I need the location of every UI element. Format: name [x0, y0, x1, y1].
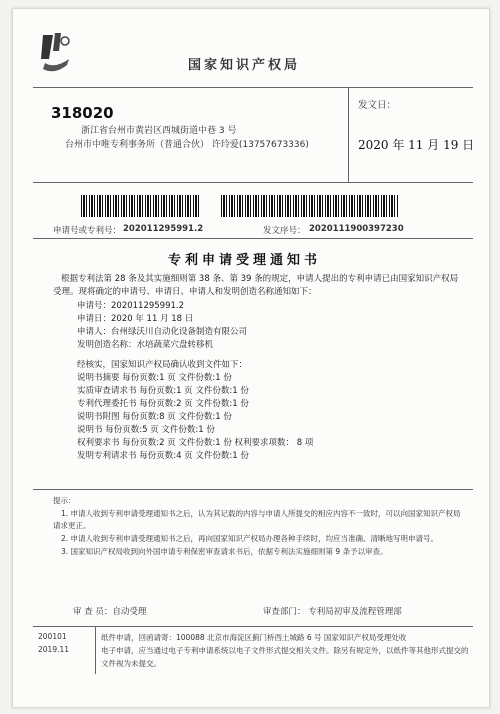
tips-label: 提示：	[53, 496, 76, 505]
intro-line-2: 受理。现将确定的申请号、申请日、申请人和发明创造名称通知如下：	[53, 287, 317, 297]
tip-item: 1. 申请人收到专利申请受理通知书之后，认为其记载的内容与申请人所提交的相应内容不一致时，可以向国家知识产权局	[61, 509, 461, 518]
header-bottom-rule	[33, 182, 473, 183]
issue-date-value: 2020 年 11 月 19 日	[358, 138, 475, 152]
notice-title: 专利申请受理通知书	[168, 253, 322, 268]
footer-rule	[33, 626, 473, 627]
notice-document	[12, 8, 490, 708]
footer-line: 电子申请，应当通过电子专利申请系统以电子文件形式提交相关文件。除另有规定外，以纸件等其他形式提交的	[101, 646, 469, 655]
examiner: 审 查 员：自动受理	[73, 607, 147, 617]
file-item: 发明专利请求书 每份页数:4 页 文件份数:1 份	[77, 451, 249, 461]
footer-divider	[95, 626, 96, 674]
office-name: 国家知识产权局	[188, 58, 301, 73]
application-date: 申请日：2020 年 11 月 18 日	[77, 314, 194, 324]
barcode-right	[221, 195, 399, 217]
recipient-code: 318020	[51, 104, 114, 122]
application-number-label: 申请号或专利号：	[53, 226, 122, 236]
tip-item: 3. 国家知识产权局收到向外国申请专利保密审查请求书后，依据专利法实施细则第 9 条予以审查。	[61, 547, 388, 556]
file-item: 说明书 每份页数:5 页 文件份数:1 份	[77, 425, 215, 435]
applicant: 申请人：台州绿沃川自动化设备制造有限公司	[77, 327, 248, 337]
file-item: 实质审查请求书 每份页数:1 页 文件份数:1 份	[77, 386, 249, 396]
intro-line-1: 根据专利法第 28 条及其实施细则第 38 条、第 39 条的规定，申请人提出的专利申请已由国家知识产权局	[61, 274, 459, 284]
serial-number-label: 发文序号：	[263, 226, 306, 236]
invention-name: 发明创造名称：水培蔬菜穴盘转移机	[77, 340, 214, 350]
footer-line: 纸件申请，回函请寄：100088 北京市海淀区蓟门桥西土城路 6 号 国家知识产权局受理处收	[101, 633, 407, 642]
file-item: 说明书附图 每份页数:8 页 文件份数:1 份	[77, 412, 232, 422]
cnipa-logo	[35, 29, 75, 77]
application-number: 申请号：202011295991.2	[77, 301, 185, 311]
issue-date-label: 发文日：	[358, 100, 397, 111]
header-top-rule	[33, 87, 473, 88]
file-item: 权利要求书 每份页数:2 页 文件份数:1 份 权利要求项数： 8 项	[77, 438, 314, 448]
barcode-left	[81, 195, 199, 217]
header-divider	[348, 87, 349, 182]
ids-rule	[33, 238, 473, 239]
address-line-2: 台州市中唯专利事务所（普通合伙） 许玲爱(13757673336)	[65, 140, 309, 150]
form-code: 200101	[38, 632, 67, 641]
serial-number-value: 2020111900397230	[309, 224, 404, 234]
file-item: 专利代理委托书 每份页数:2 页 文件份数:1 份	[77, 399, 249, 409]
address-line-1: 浙江省台州市黄岩区西城街道中巷 3 号	[81, 126, 237, 136]
examining-department: 审查部门： 专利局初审及流程管理部	[263, 607, 402, 617]
tip-item: 请求更正。	[53, 521, 91, 530]
application-number-value: 202011295991.2	[123, 224, 204, 234]
tips-top-rule	[33, 489, 473, 490]
footer-line: 文件视为未提交。	[101, 659, 161, 668]
tip-item: 2. 申请人收到专利申请受理通知书之后，再向国家知识产权局办理各种手续时，均应当准确、清晰地写明申请号。	[61, 534, 439, 543]
verified-statement: 经核实，国家知识产权局确认收到文件如下：	[77, 360, 248, 370]
file-item: 说明书摘要 每份页数:1 页 文件份数:1 份	[77, 373, 232, 383]
form-version: 2019.11	[38, 645, 70, 654]
